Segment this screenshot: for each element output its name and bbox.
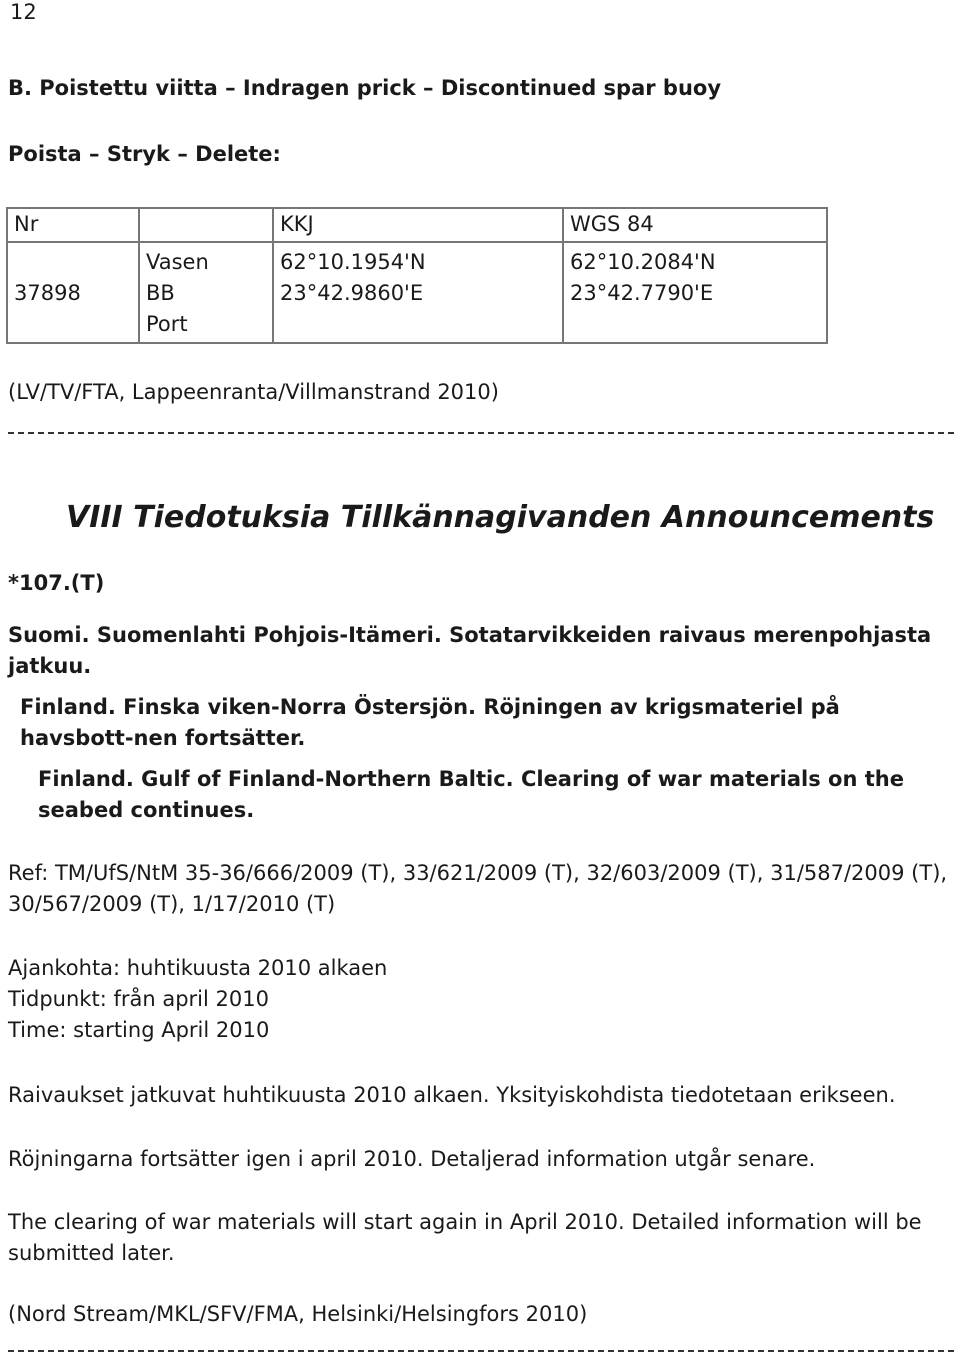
header-side [139,208,273,242]
time-block [8,953,948,1046]
kkj-latitude: 62°10.1954'N [280,250,426,274]
table-header-row [7,208,827,242]
notice-heading-en: Finland. Gulf of Finland-Northern Baltic. Clearing of war materials on the seabed continues. [38,767,904,822]
header-nr: Nr [7,208,139,242]
side-sv: BB [146,281,175,305]
wgs84-latitude: 62°10.2084'N [570,250,716,274]
time-en: Time: starting April 2010 [8,1018,270,1042]
body-en: The clearing of war materials will start again in April 2010. Detailed information will be submitted later. [8,1210,922,1265]
table-row [7,242,827,343]
source-line: (LV/TV/FTA, Lappeenranta/Villmanstrand 2010) [8,380,499,404]
buoy-table [6,207,828,344]
side-en: Port [146,312,188,336]
time-fi: Ajankohta: huhtikuusta 2010 alkaen [8,956,388,980]
buoy-number: 37898 [14,281,81,305]
announcements-title: VIII Tiedotuksia Tillkännagivanden Announcements [66,500,935,535]
header-kkj: KKJ [273,208,563,242]
wgs84-longitude: 23°42.7790'E [570,281,714,305]
cell-nr [7,242,139,343]
cell-wgs84 [563,242,827,343]
body-sv: Röjningarna fortsätter igen i april 2010. Detaljerad information utgår senare. [8,1147,816,1171]
cell-kkj [273,242,563,343]
kkj-longitude: 23°42.9860'E [280,281,424,305]
delete-heading: Poista – Stryk – Delete: [8,142,281,166]
time-sv: Tidpunkt: från april 2010 [8,987,269,1011]
header-wgs84: WGS 84 [563,208,827,242]
page-number: 12 [10,0,37,24]
source-line-2: (Nord Stream/MKL/SFV/FMA, Helsinki/Helsingfors 2010) [8,1302,588,1326]
dashed-divider [8,432,954,434]
section-heading: B. Poistettu viitta – Indragen prick – Discontinued spar buoy [8,76,722,100]
dashed-divider-bottom [8,1350,954,1352]
notice-heading-fi: Suomi. Suomenlahti Pohjois-Itämeri. Sotatarvikkeiden raivaus merenpohjasta jatkuu. [8,623,932,678]
body-fi: Raivaukset jatkuvat huhtikuusta 2010 alkaen. Yksityiskohdista tiedotetaan erikseen. [8,1083,896,1107]
notice-heading-sv: Finland. Finska viken-Norra Östersjön. Röjningen av krigsmateriel på havsbott-nen fortsätter. [20,695,840,750]
notice-number: *107.(T) [8,571,105,595]
cell-side [139,242,273,343]
reference-text: Ref: TM/UfS/NtM 35-36/666/2009 (T), 33/621/2009 (T), 32/603/2009 (T), 31/587/2009 (T), 30/567/2009 (T), 1/17/2010 (T) [8,861,948,916]
side-fi: Vasen [146,250,209,274]
